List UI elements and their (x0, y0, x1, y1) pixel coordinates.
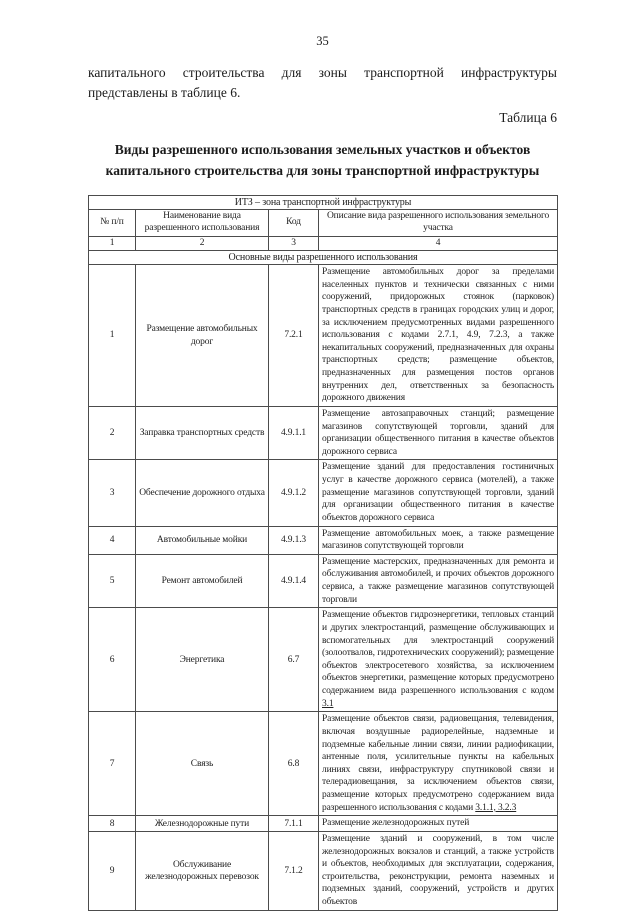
row-number: 1 (89, 265, 136, 407)
table-head (89, 195, 558, 264)
table-body (89, 265, 558, 911)
table-row (89, 816, 558, 832)
section-header-row (89, 251, 558, 265)
use-type-name: Автомобильные мойки (136, 526, 269, 554)
zone-header-row (89, 195, 558, 209)
use-type-description: Размещение автомобильных дорог за пределами населенных пунктов и технически связанных с ними сооружений, придорожных стоянок (парковок) транспортных средств в границах городских улиц и дорог, за исключением предусмотренных видами разрешенного использования с кодами 2.7.1, 4.9, 7.2.3, а также некапитальных сооружений, предназначенных для охраны транспортных средств; размещение объектов, предназначенных для размещения постов органов внутренних дел, ответственных за безопасность дорожного движения (319, 265, 558, 407)
use-type-description: Размещение автомобильных моек, а также размещение магазинов сопутствующей торговли (319, 526, 558, 554)
row-number: 7 (89, 712, 136, 816)
use-type-description: Размещение зданий для предоставления гостиничных услуг в качестве дорожного сервиса (мотелей), а также размещение магазинов сопутствующей торговли, зданий для организации общественного питания в качестве объектов дорожного сервиса (319, 460, 558, 526)
use-type-code: 7.1.1 (269, 816, 319, 832)
table-row (89, 406, 558, 460)
land-use-table (88, 195, 558, 911)
column-number-2: 2 (136, 236, 269, 250)
row-number: 6 (89, 608, 136, 712)
table-row (89, 460, 558, 526)
column-number-row (89, 236, 558, 250)
col-header-description: Описание вида разрешенного использования земельного участка (319, 209, 558, 236)
table-caption: Таблица 6 (499, 110, 557, 126)
document-title: Виды разрешенного использования земельных участков и объектов капитального строительства для зоны транспортной инфраструктуры (105, 142, 540, 179)
col-header-code: Код (269, 209, 319, 236)
use-type-code: 4.9.1.1 (269, 406, 319, 460)
use-type-name: Ремонт автомобилей (136, 554, 269, 608)
row-number: 2 (89, 406, 136, 460)
use-type-description: Размещение зданий и сооружений, в том числе железнодорожных вокзалов и станций, а также устройств и объектов, необходимых для эксплуатации, содержания, строительства, реконструкции, ремонта наземных и подземных зданий, сооружений, устройств и других объектов (319, 831, 558, 910)
use-type-code: 7.1.2 (269, 831, 319, 910)
use-type-name: Энергетика (136, 608, 269, 712)
col-header-name: Наименование вида разрешенного использования (136, 209, 269, 236)
table-row (89, 608, 558, 712)
table-row (89, 831, 558, 910)
column-number-1: 1 (89, 236, 136, 250)
use-type-description: Размещение объектов связи, радиовещания, телевидения, включая воздушные радиорелейные, надземные и подземные кабельные линии связи, линии радиофикации, антенные поля, усилительные пункты на кабельных линиях связи, инфраструктуру спутниковой связи и телерадиовещания, за исключением объектов связи, размещение которых предусмотрено содержанием вида разрешенного использования с кодами 3.1.1, 3.2.3 (319, 712, 558, 816)
column-number-3: 3 (269, 236, 319, 250)
table-row (89, 526, 558, 554)
intro-paragraph: капитального строительства для зоны транспортной инфраструктуры представлены в таблице 6. (88, 65, 557, 100)
row-number: 8 (89, 816, 136, 832)
use-type-name: Заправка транспортных средств (136, 406, 269, 460)
use-type-description: Размещение автозаправочных станций; размещение магазинов сопутствующей торговли, зданий для организации общественного питания в качестве объектов дорожного сервиса (319, 406, 558, 460)
section-header-cell: Основные виды разрешенного использования (89, 251, 558, 265)
column-number-4: 4 (319, 236, 558, 250)
table-row (89, 265, 558, 407)
col-header-num: № п/п (89, 209, 136, 236)
use-type-description: Размещение объектов гидроэнергетики, тепловых станций и других электростанций, размещение обслуживающих и вспомогательных для электростанций сооружений (золоотвалов, гидротехнических сооружений); размещение объектов электросетевого хозяйства, за исключением объектов энергетики, размещение которых предусмотрено содержанием вида разрешенного использования с кодом 3.1 (319, 608, 558, 712)
page-number: 35 (316, 34, 329, 48)
use-type-name: Обслуживание железнодорожных перевозок (136, 831, 269, 910)
use-type-description: Размещение мастерских, предназначенных для ремонта и обслуживания автомобилей, и прочих объектов дорожного сервиса, а также размещение магазинов сопутствующей торговли (319, 554, 558, 608)
zone-header-cell: ИТЗ – зона транспортной инфраструктуры (89, 195, 558, 209)
row-number: 5 (89, 554, 136, 608)
use-type-description: Размещение железнодорожных путей (319, 816, 558, 832)
use-type-code: 6.7 (269, 608, 319, 712)
use-type-name: Железнодорожные пути (136, 816, 269, 832)
use-type-name: Размещение автомобильных дорог (136, 265, 269, 407)
use-type-code: 4.9.1.3 (269, 526, 319, 554)
use-type-name: Обеспечение дорожного отдыха (136, 460, 269, 526)
row-number: 4 (89, 526, 136, 554)
table-row (89, 554, 558, 608)
column-header-row (89, 209, 558, 236)
use-type-code: 7.2.1 (269, 265, 319, 407)
row-number: 3 (89, 460, 136, 526)
use-type-code: 4.9.1.4 (269, 554, 319, 608)
table-row (89, 712, 558, 816)
row-number: 9 (89, 831, 136, 910)
use-type-name: Связь (136, 712, 269, 816)
use-type-code: 6.8 (269, 712, 319, 816)
use-type-code: 4.9.1.2 (269, 460, 319, 526)
